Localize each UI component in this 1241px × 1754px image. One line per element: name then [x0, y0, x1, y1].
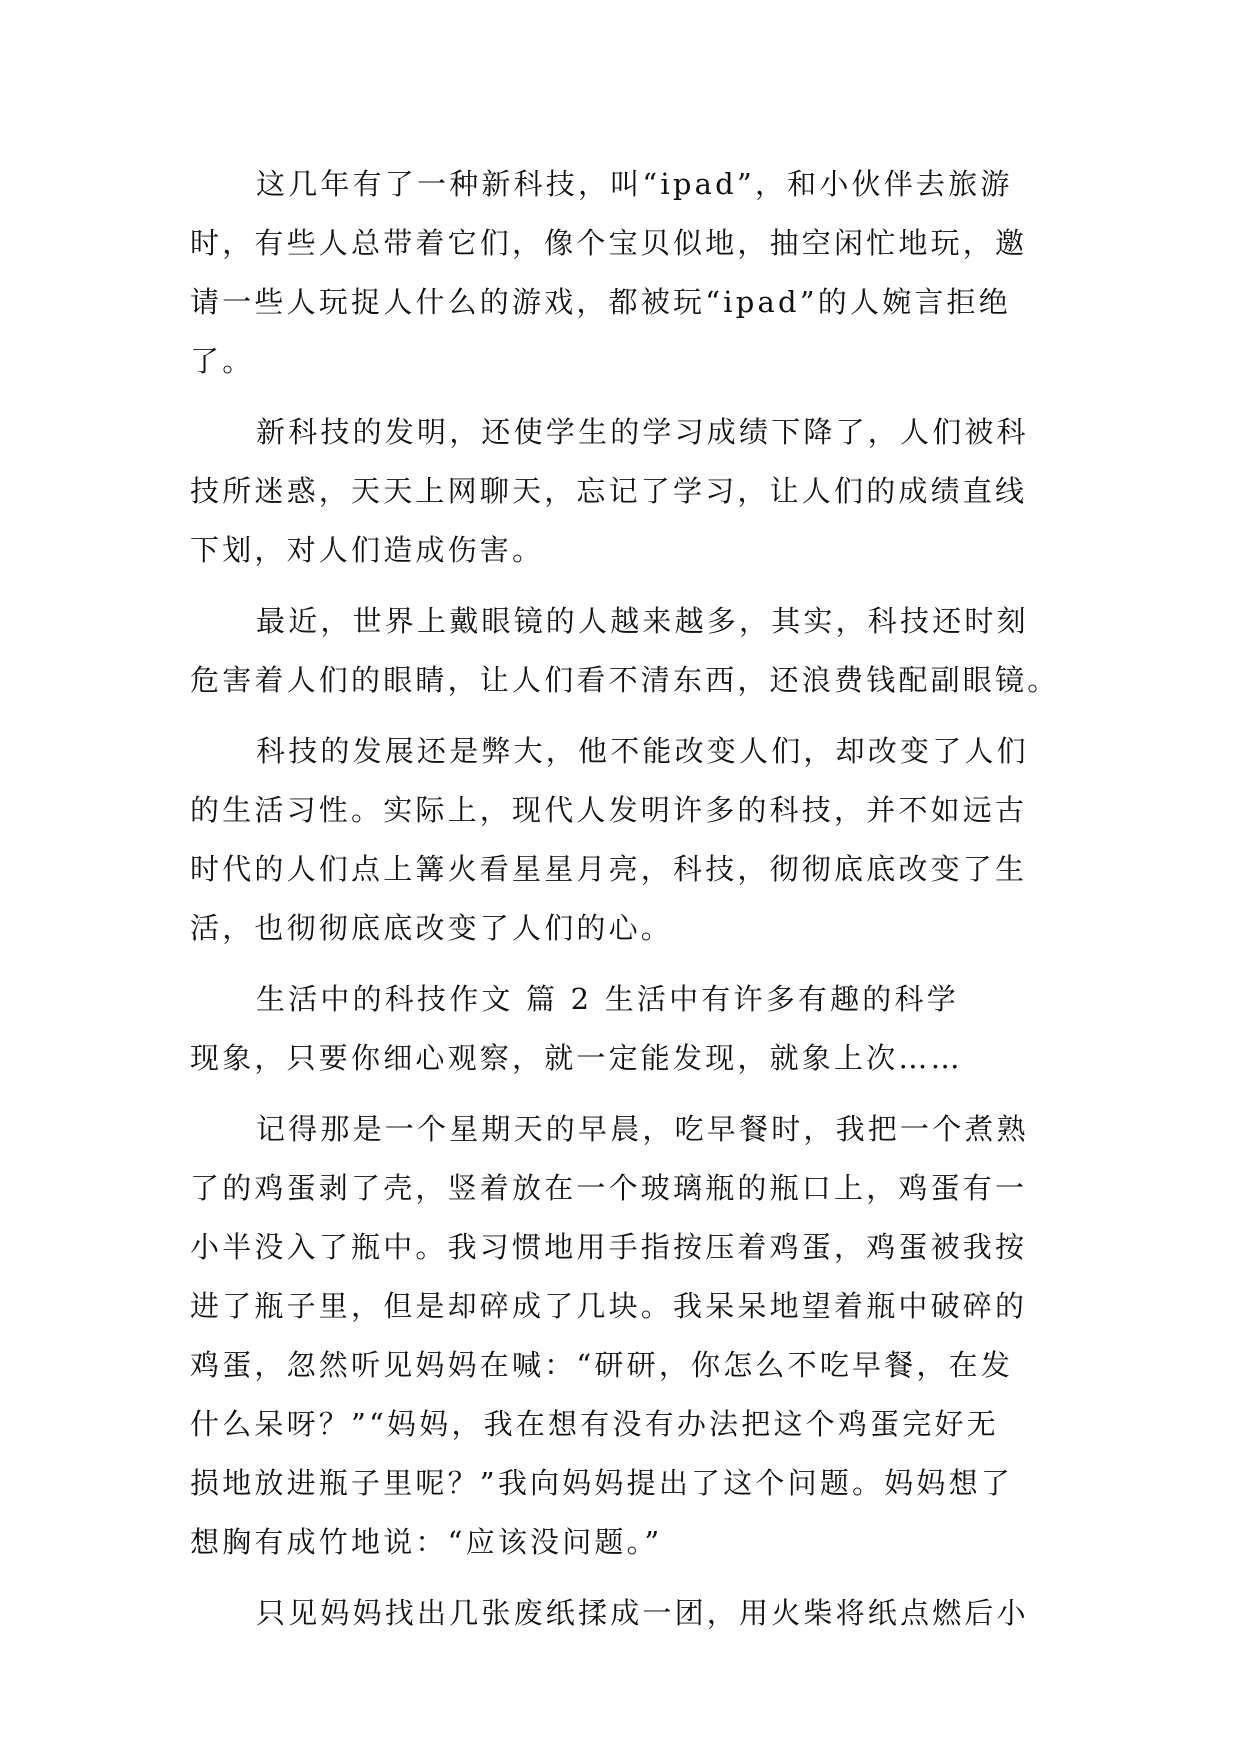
paragraph-line: 了。	[190, 344, 255, 378]
paragraph-line: 时代的人们点上篝火看星星月亮，科技，彻彻底底改变了生	[190, 852, 1028, 886]
paragraph-line: 只见妈妈找出几张废纸揉成一团，用火柴将纸点燃后小	[256, 1596, 1029, 1630]
paragraph-line: 最近，世界上戴眼镜的人越来越多，其实，科技还时刻	[256, 604, 1029, 638]
paragraph-line: 小半没入了瓶中。我习惯地用手指按压着鸡蛋，鸡蛋被我按	[190, 1230, 1028, 1264]
paragraph-line: 鸡蛋，忽然听见妈妈在喊：“研研，你怎么不吃早餐，在发	[190, 1348, 1014, 1382]
paragraph-line: 时，有些人总带着它们，像个宝贝似地，抽空闲忙地玩，邀	[190, 226, 1028, 260]
paragraph-line: 请一些人玩捉人什么的游戏，都被玩“ipad”的人婉言拒绝	[190, 285, 1011, 319]
paragraph-line: 什么呆呀？”“妈妈，我在想有没有办法把这个鸡蛋完好无	[190, 1407, 999, 1441]
document-body	[190, 155, 1060, 1643]
paragraph-line: 了的鸡蛋剥了壳，竖着放在一个玻璃瓶的瓶口上，鸡蛋有一	[190, 1171, 1028, 1205]
paragraph-line: 记得那是一个星期天的早晨，吃早餐时，我把一个煮熟	[256, 1112, 1029, 1146]
paragraph-line: 下划，对人们造成伤害。	[190, 533, 545, 567]
paragraph-line: 技所迷惑，天天上网聊天，忘记了学习，让人们的成绩直线	[190, 474, 1028, 508]
paragraph-line: 科技的发展还是弊大，他不能改变人们，却改变了人们	[256, 734, 1029, 768]
paragraph-line: 损地放进瓶子里呢？”我向妈妈提出了这个问题。妈妈想了	[190, 1466, 1014, 1500]
paragraph-line: 的生活习性。实际上，现代人发明许多的科技，并不如远古	[190, 793, 1028, 827]
paragraph-line: 现象，只要你细心观察，就一定能发现，就象上次……	[190, 1041, 963, 1075]
paragraph-line: 想胸有成竹地说：“应该没问题。”	[190, 1525, 663, 1559]
paragraph-line: 进了瓶子里，但是却碎成了几块。我呆呆地望着瓶中破碎的	[190, 1289, 1028, 1323]
section-heading-line: 生活中的科技作文 篇 2 生活中有许多有趣的科学	[256, 982, 959, 1016]
paragraph-line: 危害着人们的眼睛，让人们看不清东西，还浪费钱配副眼镜。	[190, 663, 1060, 697]
paragraph-line: 这几年有了一种新科技，叫“ipad”，和小伙伴去旅游	[256, 167, 1013, 201]
paragraph-line: 活，也彻彻底底改变了人们的心。	[190, 911, 674, 945]
paragraph-line: 新科技的发明，还使学生的学习成绩下降了，人们被科	[256, 415, 1029, 449]
